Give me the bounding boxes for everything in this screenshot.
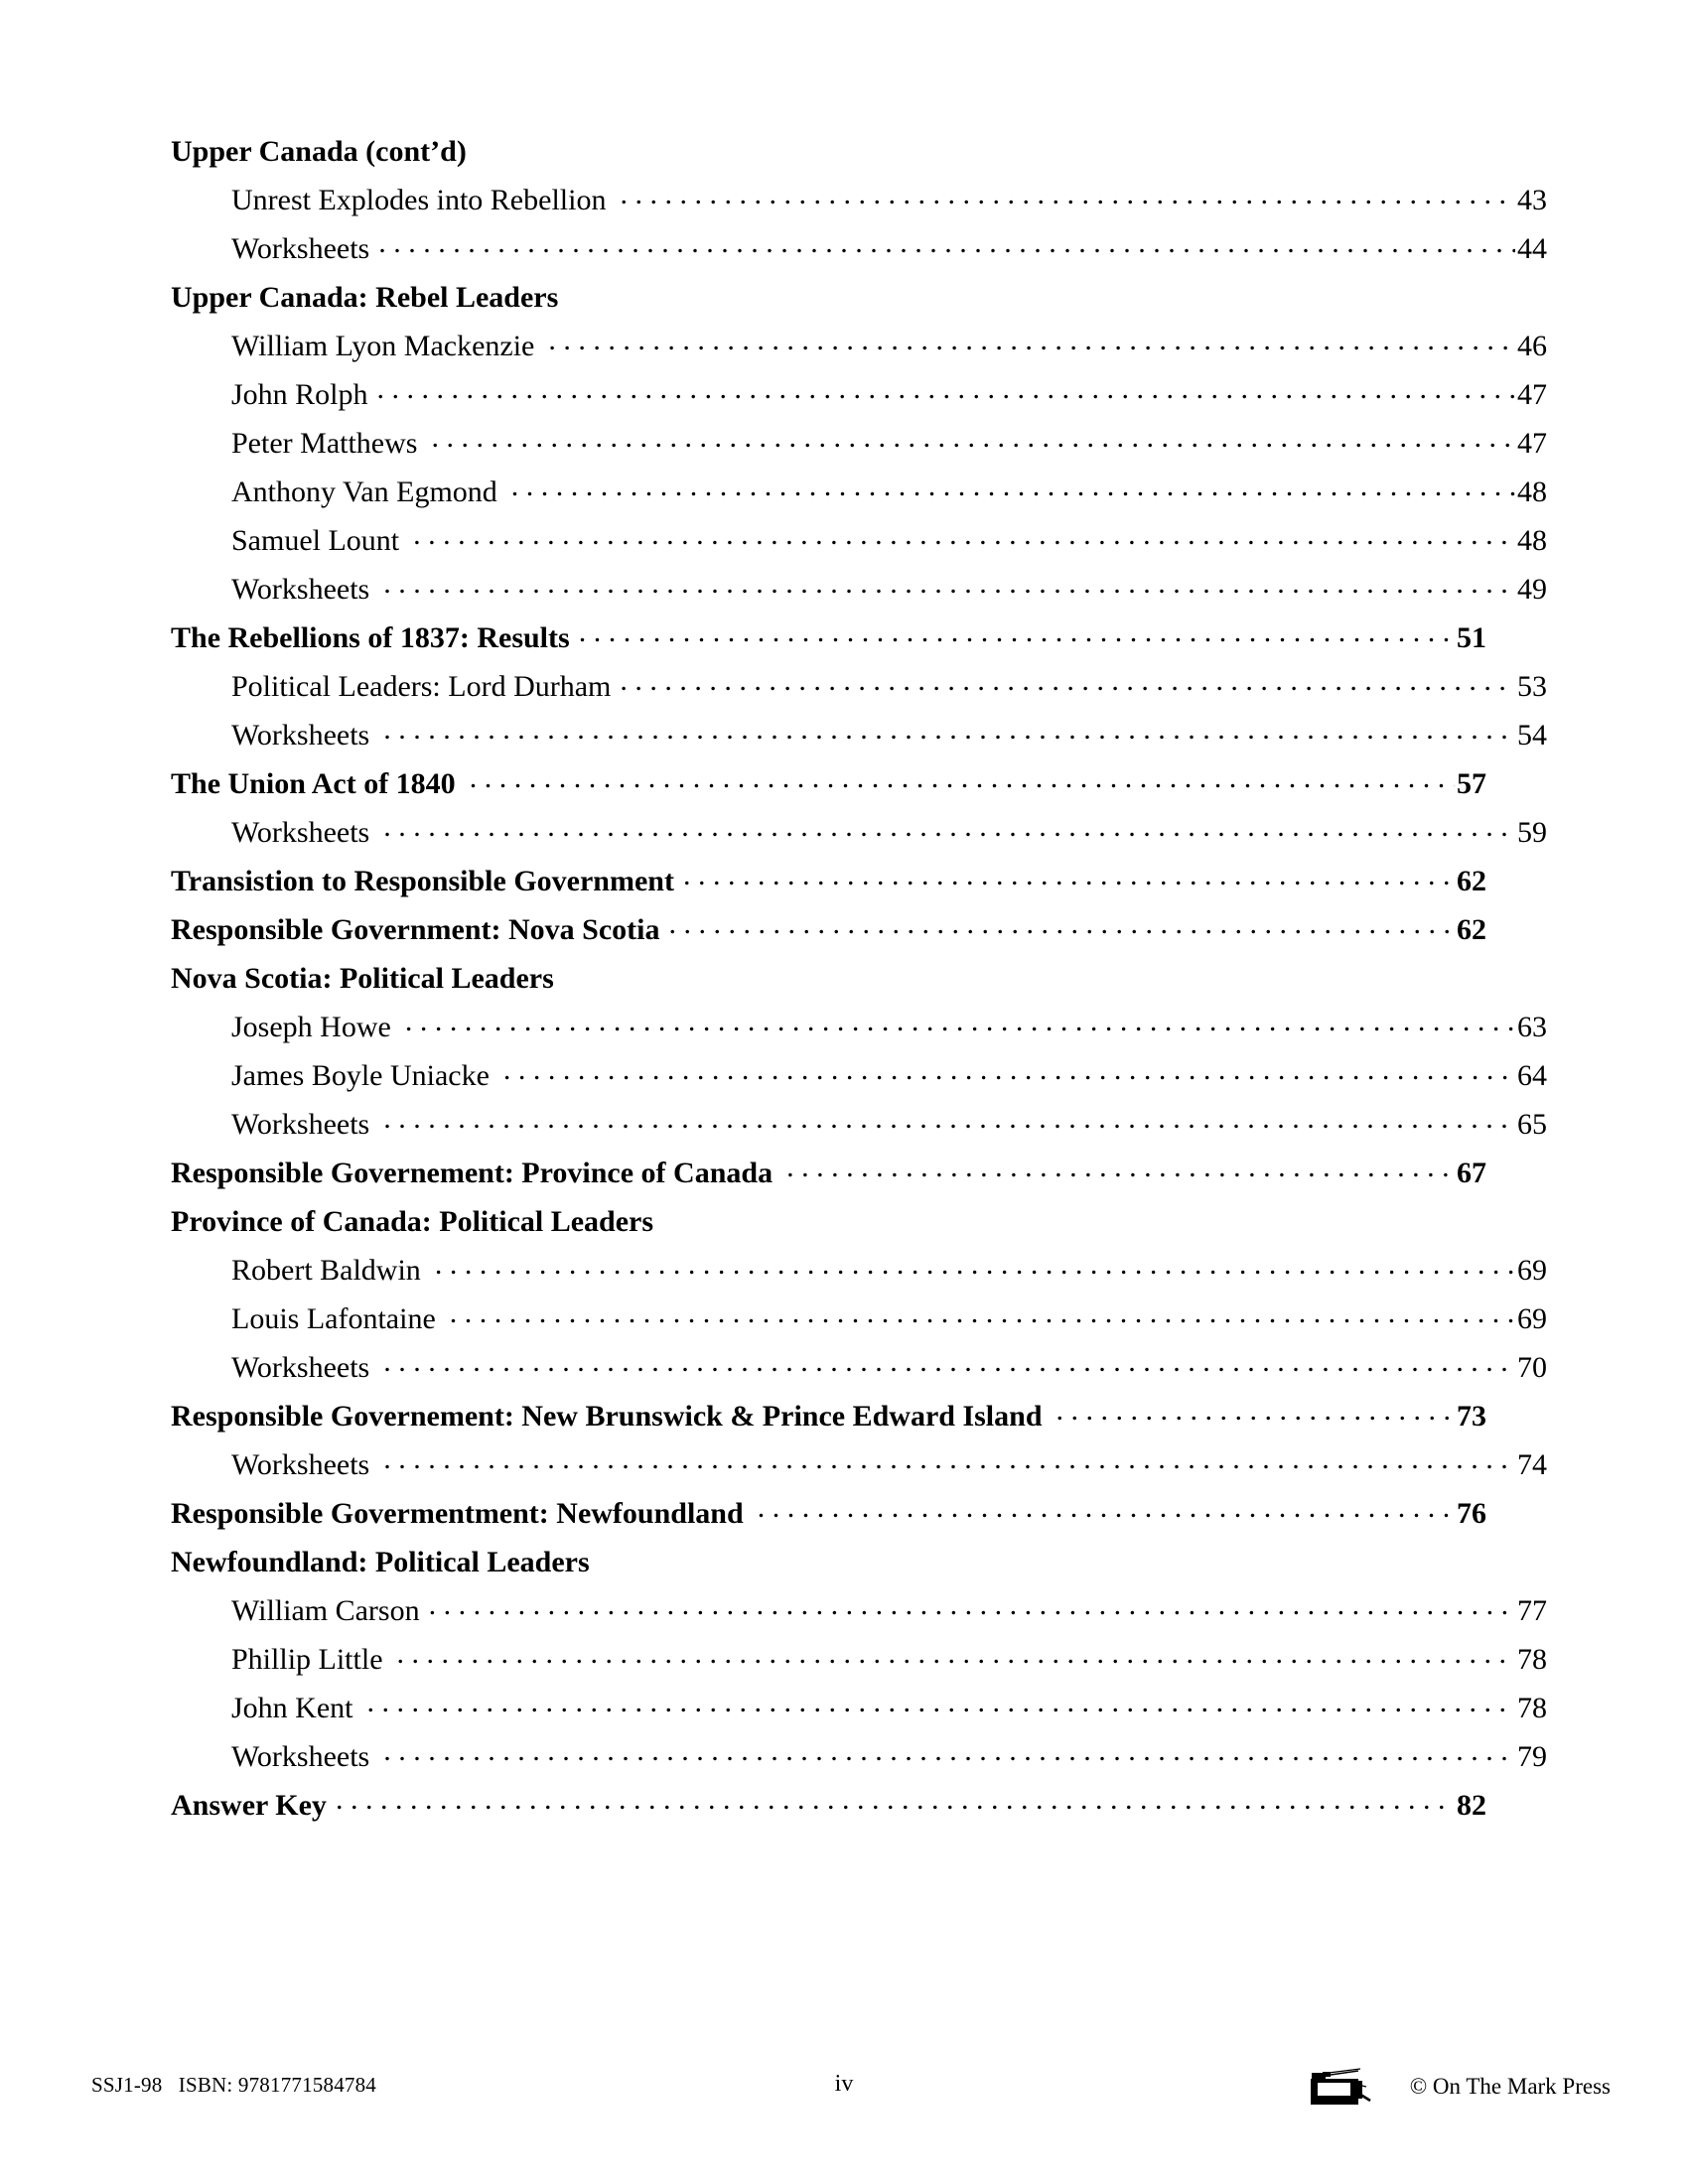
toc-entry-label: William Lyon Mackenzie — [231, 330, 535, 362]
toc-dot-leader — [674, 861, 1455, 890]
toc-entry-label: Worksheets — [231, 1448, 370, 1481]
toc-page-number: 43 — [1517, 184, 1547, 216]
toc-dot-leader — [590, 1542, 1484, 1571]
toc-page-number: 73 — [1457, 1400, 1486, 1433]
toc-sub-row[interactable] — [171, 520, 1547, 569]
toc-dot-leader — [391, 1007, 1515, 1036]
toc-heading-row[interactable] — [171, 1785, 1486, 1834]
toc-dot-leader — [368, 374, 1515, 404]
toc-entry-label: Worksheets — [231, 1108, 370, 1141]
toc-entry-label: Responsible Governement: Province of Canada — [171, 1157, 774, 1189]
toc-sub-row[interactable] — [171, 1347, 1547, 1396]
toc-entry-label: Worksheets — [231, 816, 370, 849]
toc-entry-label: Nova Scotia: Political Leaders — [171, 962, 554, 995]
toc-sub-row[interactable] — [171, 326, 1547, 374]
toc-dot-leader — [383, 1639, 1515, 1669]
toc-entry-label: Upper Canada: Rebel Leaders — [171, 281, 559, 314]
toc-dot-leader — [659, 909, 1455, 939]
footer-product-isbn: SSJ1-98 ISBN: 9781771584784 — [91, 2073, 377, 2097]
toc-heading-row[interactable] — [171, 1201, 1486, 1250]
toc-heading-row[interactable] — [171, 1493, 1486, 1542]
toc-entry-label: Samuel Lount — [231, 524, 400, 557]
toc-sub-row[interactable] — [171, 569, 1547, 617]
toc-page-number: 46 — [1517, 330, 1547, 362]
footer-publisher — [1307, 2061, 1611, 2113]
toc-page-number: 54 — [1517, 719, 1547, 751]
toc-page-number: 76 — [1457, 1497, 1486, 1530]
toc-dot-leader — [369, 1104, 1515, 1134]
toc-sub-row[interactable] — [171, 180, 1547, 228]
toc-page-number: 49 — [1517, 573, 1547, 606]
toc-entry-label: John Rolph — [231, 378, 368, 411]
toc-heading-row[interactable] — [171, 763, 1486, 812]
toc-entry-label: The Union Act of 1840 — [171, 767, 456, 800]
toc-sub-row[interactable] — [171, 423, 1547, 472]
toc-sub-row[interactable] — [171, 1590, 1547, 1639]
toc-page-number: 65 — [1517, 1108, 1547, 1141]
toc-entry-label: Worksheets — [231, 1351, 370, 1384]
toc-dot-leader — [570, 617, 1455, 647]
toc-heading-row[interactable] — [171, 277, 1486, 326]
toc-entry-label: Responsible Governement: New Brunswick & Prince Edward Island — [171, 1400, 1043, 1433]
toc-page-number: 63 — [1517, 1011, 1547, 1043]
toc-entry-label: Worksheets — [231, 232, 370, 265]
toc-entry-label: Upper Canada (cont’d) — [171, 135, 467, 168]
toc-heading-row[interactable] — [171, 958, 1486, 1007]
chalkboard-easel-icon — [1307, 2061, 1392, 2113]
toc-dot-leader — [773, 1153, 1455, 1182]
page-footer — [0, 2055, 1688, 2134]
toc-dot-leader — [399, 520, 1515, 550]
toc-page-number: 48 — [1517, 524, 1547, 557]
toc-page-number: 64 — [1517, 1059, 1547, 1092]
toc-sub-row[interactable] — [171, 1298, 1547, 1347]
footer-copyright-text: © On The Mark Press — [1409, 2074, 1611, 2099]
toc-dot-leader — [369, 1736, 1515, 1766]
toc-dot-leader — [554, 958, 1484, 988]
toc-dot-leader — [436, 1298, 1515, 1328]
toc-entry-label: Responsible Govermentment: Newfoundland — [171, 1497, 744, 1530]
toc-page-number: 78 — [1517, 1643, 1547, 1676]
toc-dot-leader — [611, 666, 1515, 696]
toc-page-number: 74 — [1517, 1448, 1547, 1481]
toc-heading-row[interactable] — [171, 1396, 1486, 1444]
toc-entry-label: Newfoundland: Political Leaders — [171, 1546, 590, 1578]
toc-page-number: 47 — [1517, 427, 1547, 460]
toc-page-number: 62 — [1457, 865, 1486, 897]
toc-sub-row[interactable] — [171, 1250, 1547, 1298]
toc-page-number: 57 — [1457, 767, 1486, 800]
toc-entry-label: Responsible Government: Nova Scotia — [171, 913, 660, 946]
toc-sub-row[interactable] — [171, 1444, 1547, 1493]
toc-dot-leader — [353, 1688, 1516, 1717]
toc-entry-label: Worksheets — [231, 719, 370, 751]
toc-sub-row[interactable] — [171, 472, 1547, 520]
toc-dot-leader — [653, 1201, 1484, 1231]
toc-heading-row[interactable] — [171, 909, 1486, 958]
toc-heading-row[interactable] — [171, 1542, 1486, 1590]
toc-entry-label: Robert Baldwin — [231, 1254, 421, 1287]
toc-dot-leader — [467, 131, 1484, 161]
toc-entry-label: William Carson — [231, 1594, 420, 1627]
toc-entry-label: Joseph Howe — [231, 1011, 391, 1043]
toc-page-number: 47 — [1517, 378, 1547, 411]
toc-entry-label: Phillip Little — [231, 1643, 383, 1676]
toc-dot-leader — [558, 277, 1484, 307]
toc-entry-label: Answer Key — [171, 1789, 327, 1822]
toc-dot-leader — [606, 180, 1515, 209]
toc-sub-row[interactable] — [171, 1007, 1547, 1055]
toc-entry-label: Peter Matthews — [231, 427, 418, 460]
toc-dot-leader — [417, 423, 1515, 453]
toc-entry-label: Province of Canada: Political Leaders — [171, 1205, 654, 1238]
toc-page-number: 51 — [1457, 621, 1486, 654]
toc-sub-row[interactable] — [171, 1736, 1547, 1785]
toc-entry-label: Worksheets — [231, 1740, 370, 1773]
footer-page-number: iv — [834, 2071, 854, 2097]
toc-dot-leader — [456, 763, 1455, 793]
table-of-contents — [171, 131, 1547, 1834]
toc-entry-label: Political Leaders: Lord Durham — [231, 670, 612, 703]
toc-entry-label: Louis Lafontaine — [231, 1302, 436, 1335]
toc-dot-leader — [369, 1444, 1515, 1474]
toc-page-number: 82 — [1457, 1789, 1486, 1822]
toc-dot-leader — [497, 472, 1515, 501]
toc-dot-leader — [369, 715, 1515, 745]
toc-sub-row[interactable] — [171, 1104, 1547, 1153]
toc-page-number: 69 — [1517, 1254, 1547, 1287]
toc-sub-row[interactable] — [171, 374, 1547, 423]
toc-dot-leader — [744, 1493, 1455, 1523]
toc-heading-row[interactable] — [171, 1153, 1486, 1201]
toc-page-number: 48 — [1517, 476, 1547, 508]
toc-sub-row[interactable] — [171, 1639, 1547, 1688]
toc-heading-row[interactable] — [171, 131, 1486, 180]
toc-entry-label: John Kent — [231, 1692, 353, 1724]
toc-sub-row[interactable] — [171, 1688, 1547, 1736]
toc-page-number: 78 — [1517, 1692, 1547, 1724]
toc-sub-row[interactable] — [171, 812, 1547, 861]
toc-sub-row[interactable] — [171, 666, 1547, 715]
toc-page-number: 77 — [1517, 1594, 1547, 1627]
toc-dot-leader — [534, 326, 1515, 355]
toc-page-number: 70 — [1517, 1351, 1547, 1384]
toc-page-number: 53 — [1517, 670, 1547, 703]
toc-page-number: 62 — [1457, 913, 1486, 946]
toc-page-number: 67 — [1457, 1157, 1486, 1189]
toc-sub-row[interactable] — [171, 1055, 1547, 1104]
toc-entry-label: Transistion to Responsible Government — [171, 865, 674, 897]
toc-page-number: 69 — [1517, 1302, 1547, 1335]
toc-dot-leader — [420, 1590, 1515, 1620]
toc-dot-leader — [369, 228, 1515, 258]
toc-sub-row[interactable] — [171, 715, 1547, 763]
toc-sub-row[interactable] — [171, 228, 1547, 277]
toc-dot-leader — [490, 1055, 1515, 1085]
toc-entry-label: The Rebellions of 1837: Results — [171, 621, 570, 654]
toc-heading-row[interactable] — [171, 617, 1486, 666]
toc-entry-label: Unrest Explodes into Rebellion — [231, 184, 607, 216]
toc-dot-leader — [327, 1785, 1455, 1815]
toc-heading-row[interactable] — [171, 861, 1486, 909]
toc-page-number: 44 — [1517, 232, 1547, 265]
toc-entry-label: Worksheets — [231, 573, 370, 606]
toc-entry-label: James Boyle Uniacke — [231, 1059, 490, 1092]
toc-page-number: 59 — [1517, 816, 1547, 849]
toc-dot-leader — [421, 1250, 1515, 1280]
toc-dot-leader — [369, 1347, 1515, 1377]
toc-dot-leader — [369, 812, 1515, 842]
toc-dot-leader — [1043, 1396, 1455, 1426]
toc-page-number: 79 — [1517, 1740, 1547, 1773]
toc-dot-leader — [369, 569, 1515, 599]
toc-entry-label: Anthony Van Egmond — [231, 476, 497, 508]
